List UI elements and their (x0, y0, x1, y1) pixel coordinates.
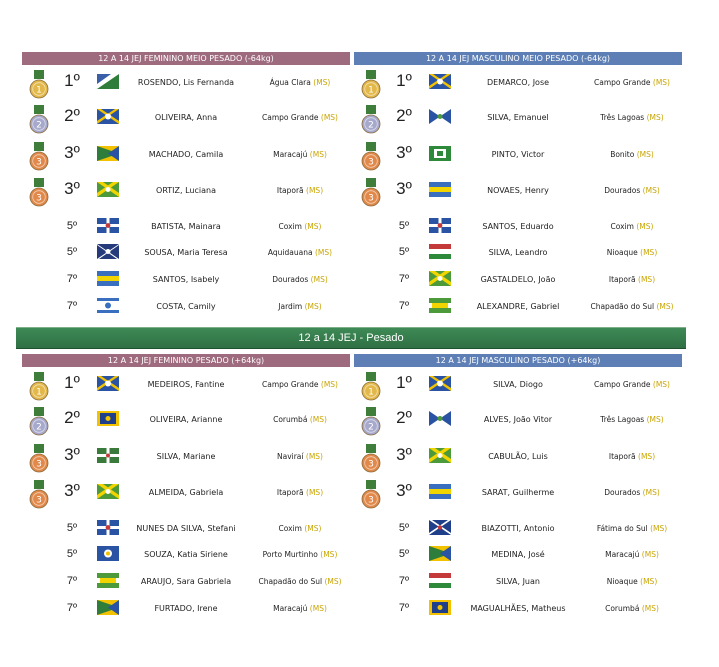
itapora-flag-icon (97, 484, 119, 499)
athlete-city (250, 452, 350, 461)
athlete-city (250, 302, 350, 311)
athlete-name: SOUSA, Maria Teresa (144, 248, 228, 257)
city-name: Três Lagoas (600, 415, 645, 424)
result-row (354, 478, 682, 508)
result-row (354, 238, 682, 268)
city-name: Maracajú (273, 150, 308, 159)
placement: 3º (396, 445, 412, 464)
city-name: Campo Grande (262, 380, 319, 389)
result-row (22, 370, 350, 400)
panel-masc-meio-pesado (354, 52, 682, 312)
state-code: (MS) (306, 186, 324, 195)
state-code: (MS) (640, 577, 658, 586)
svg-text:1: 1 (368, 85, 374, 96)
athlete-name: CABULÃO, Luis (488, 452, 548, 461)
result-row (354, 68, 682, 98)
city-name: Chapadão do Sul (258, 577, 323, 586)
athlete-city (250, 78, 350, 87)
gold-medal-icon (28, 372, 50, 402)
silver-medal-icon (28, 105, 50, 135)
svg-text:2: 2 (36, 120, 42, 131)
placement: 7º (66, 273, 78, 285)
result-row (354, 405, 682, 435)
athlete-city (250, 604, 350, 613)
athlete-city (250, 380, 350, 389)
result-row (22, 478, 350, 508)
athlete-name: ORTIZ, Luciana (156, 186, 216, 195)
athlete-name: MACHADO, Camila (148, 150, 224, 159)
bronze-medal-icon (28, 178, 50, 208)
placement: 5º (398, 246, 410, 258)
placement: 7º (398, 300, 410, 312)
athlete-city (250, 248, 350, 257)
coxim-flag-icon (97, 218, 119, 233)
city-name: Corumbá (605, 604, 640, 613)
state-code: (MS) (309, 415, 327, 424)
city-name: Porto Murtinho (262, 550, 318, 559)
bronze-medal-icon (28, 142, 50, 172)
city-name: Jardim (278, 302, 303, 311)
state-code: (MS) (656, 302, 674, 311)
bonito-flag-icon (429, 146, 451, 161)
athlete-city (250, 488, 350, 497)
city-name: Nioaque (606, 577, 638, 586)
gold-medal-icon (28, 70, 50, 100)
state-code: (MS) (309, 604, 327, 613)
athlete-name: ALVES, João Vitor (483, 415, 553, 424)
city-name: Campo Grande (594, 380, 651, 389)
athlete-city (582, 550, 682, 559)
svg-text:2: 2 (368, 422, 374, 433)
athlete-city (250, 524, 350, 533)
result-row (22, 238, 350, 268)
athlete-city (582, 78, 682, 87)
athlete-name: SILVA, Emanuel (487, 113, 549, 122)
city-name: Itaporã (608, 275, 636, 284)
state-code: (MS) (320, 380, 338, 389)
result-row (354, 140, 682, 170)
city-name: Fátima do Sul (596, 524, 648, 533)
dourados-flag-icon (429, 484, 451, 499)
city-name: Aquidauana (267, 248, 313, 257)
athlete-city (582, 604, 682, 613)
city-name: Itaporã (608, 452, 636, 461)
state-code: (MS) (636, 150, 654, 159)
athlete-name: COSTA, Camily (156, 302, 216, 311)
athlete-city (582, 488, 682, 497)
athlete-name: MAGUALHÃES, Matheus (470, 604, 566, 613)
agua-clara-flag-icon (97, 74, 119, 89)
state-code: (MS) (650, 524, 668, 533)
athlete-name: SILVA, Juan (496, 577, 540, 586)
result-row (354, 594, 682, 624)
svg-text:1: 1 (36, 85, 42, 96)
svg-text:2: 2 (368, 120, 374, 131)
panel-masc-pesado (354, 354, 682, 614)
itapora-flag-icon (429, 271, 451, 286)
result-row (354, 103, 682, 133)
placement: 7º (398, 602, 410, 614)
result-row (22, 68, 350, 98)
athlete-name: ROSENDO, Lis Fernanda (137, 78, 235, 87)
maracaju-flag-icon (97, 600, 119, 615)
tres-lagoas-flag-icon (429, 411, 451, 426)
state-code: (MS) (304, 524, 322, 533)
placement: 5º (66, 220, 78, 232)
svg-text:3: 3 (36, 495, 42, 506)
athlete-city (582, 186, 682, 195)
athlete-name: ALMEIDA, Gabriela (148, 488, 224, 497)
svg-text:1: 1 (36, 387, 42, 398)
svg-text:3: 3 (36, 157, 42, 168)
result-row (354, 442, 682, 472)
state-code: (MS) (324, 577, 342, 586)
placement: 2º (64, 106, 80, 125)
placement: 5º (398, 522, 410, 534)
result-row (22, 567, 350, 597)
campo-grande-flag-icon (429, 376, 451, 391)
placement: 5º (398, 548, 410, 560)
svg-text:3: 3 (368, 459, 374, 470)
athlete-name: MEDEIROS, Fantine (147, 380, 225, 389)
chapadao-flag-icon (429, 298, 451, 313)
maracaju-flag-icon (429, 546, 451, 561)
athlete-city (582, 524, 682, 533)
placement: 2º (396, 408, 412, 427)
city-name: Itaporã (276, 186, 304, 195)
city-name: Coxim (610, 222, 634, 231)
state-code: (MS) (304, 302, 322, 311)
athlete-name: FURTADO, Irene (154, 604, 218, 613)
silver-medal-icon (360, 407, 382, 437)
result-row (22, 540, 350, 570)
athlete-name: MEDINA, José (491, 550, 545, 559)
city-name: Dourados (604, 186, 641, 195)
athlete-city (250, 275, 350, 284)
athlete-name: OLIVEIRA, Anna (154, 113, 218, 122)
athlete-name: SARAT, Guilherme (481, 488, 555, 497)
athlete-name: BIAZOTTI, Antonio (481, 524, 555, 533)
campo-grande-flag-icon (429, 74, 451, 89)
panel-title: 12 A 14 JEJ FEMININO MEIO PESADO (-64kg) (22, 52, 350, 65)
svg-text:3: 3 (368, 495, 374, 506)
city-name: Dourados (272, 275, 309, 284)
city-name: Itaporã (276, 488, 304, 497)
placement: 7º (398, 575, 410, 587)
athlete-city (250, 113, 350, 122)
athlete-city (582, 380, 682, 389)
athlete-name: SANTOS, Isabely (152, 275, 220, 284)
gold-medal-icon (360, 372, 382, 402)
state-code: (MS) (310, 275, 328, 284)
porto-murtinho-flag-icon (97, 546, 119, 561)
svg-text:2: 2 (36, 422, 42, 433)
athlete-name: SANTOS, Eduardo (482, 222, 554, 231)
result-row (22, 176, 350, 206)
nioaque-flag-icon (429, 244, 451, 259)
svg-text:3: 3 (36, 459, 42, 470)
svg-text:3: 3 (368, 193, 374, 204)
athlete-name: PINTO, Victor (491, 150, 545, 159)
city-name: Chapadão do Sul (590, 302, 655, 311)
chapadao-flag-icon (97, 573, 119, 588)
placement: 5º (66, 522, 78, 534)
athlete-city (582, 113, 682, 122)
state-code: (MS) (642, 186, 660, 195)
athlete-name: SOUZA, Katia Siriene (144, 550, 228, 559)
result-row (22, 265, 350, 295)
athlete-name: ARAUJO, Sara Gabriela (140, 577, 232, 586)
city-name: Água Clara (269, 78, 311, 87)
tres-lagoas-flag-icon (429, 109, 451, 124)
aquidauana-flag-icon (97, 244, 119, 259)
dourados-flag-icon (97, 271, 119, 286)
svg-text:1: 1 (368, 387, 374, 398)
placement: 1º (64, 373, 80, 392)
corumba-flag-icon (429, 600, 451, 615)
athlete-city (582, 415, 682, 424)
state-code: (MS) (652, 78, 670, 87)
placement: 7º (398, 273, 410, 285)
placement: 7º (66, 602, 78, 614)
athlete-name: ALEXANDRE, Gabriel (476, 302, 560, 311)
placement: 5º (398, 220, 410, 232)
city-name: Coxim (278, 524, 302, 533)
city-name: Coxim (278, 222, 302, 231)
athlete-name: NUNES DA SILVA, Stefani (136, 524, 236, 533)
placement: 5º (66, 246, 78, 258)
state-code: (MS) (642, 488, 660, 497)
placement: 1º (396, 373, 412, 392)
athlete-city (250, 550, 350, 559)
bronze-medal-icon (360, 142, 382, 172)
athlete-name: SILVA, Diogo (493, 380, 543, 389)
state-code: (MS) (641, 550, 659, 559)
state-code: (MS) (306, 488, 324, 497)
panel-fem-pesado (22, 354, 350, 614)
bronze-medal-icon (360, 480, 382, 510)
result-row (354, 265, 682, 295)
city-name: Nioaque (606, 248, 638, 257)
city-name: Campo Grande (262, 113, 319, 122)
nioaque-flag-icon (429, 573, 451, 588)
coxim-flag-icon (97, 520, 119, 535)
panel-fem-meio-pesado (22, 52, 350, 312)
placement: 3º (396, 143, 412, 162)
state-code: (MS) (320, 550, 338, 559)
state-code: (MS) (638, 452, 656, 461)
placement: 7º (66, 575, 78, 587)
bronze-medal-icon (360, 178, 382, 208)
state-code: (MS) (305, 452, 323, 461)
result-row (354, 540, 682, 570)
gold-medal-icon (360, 70, 382, 100)
athlete-name: NOVAES, Henry (487, 186, 549, 195)
city-name: Três Lagoas (600, 113, 645, 122)
athlete-name: SILVA, Mariane (156, 452, 216, 461)
result-row (354, 370, 682, 400)
athlete-name: DEMARCO, Jose (486, 78, 550, 87)
maracaju-flag-icon (97, 146, 119, 161)
athlete-name: BATISTA, Mainara (151, 222, 221, 231)
state-code: (MS) (646, 415, 664, 424)
itapora-flag-icon (97, 182, 119, 197)
state-code: (MS) (636, 222, 654, 231)
panel-title: 12 A 14 JEJ MASCULINO PESADO (+64kg) (354, 354, 682, 367)
athlete-city (582, 275, 682, 284)
athlete-city (582, 577, 682, 586)
campo-grande-flag-icon (97, 109, 119, 124)
campo-grande-flag-icon (97, 376, 119, 391)
athlete-city (582, 248, 682, 257)
result-row (22, 292, 350, 322)
state-code: (MS) (314, 248, 333, 257)
athlete-name: OLIVEIRA, Arianne (149, 415, 223, 424)
athlete-name: SILVA, Leandro (488, 248, 548, 257)
result-row (22, 594, 350, 624)
city-name: Corumbá (273, 415, 308, 424)
jardim-flag-icon (97, 298, 119, 313)
placement: 7º (66, 300, 78, 312)
athlete-city (250, 577, 350, 586)
athlete-city (250, 150, 350, 159)
city-name: Dourados (604, 488, 641, 497)
result-row (22, 405, 350, 435)
bronze-medal-icon (28, 480, 50, 510)
state-code: (MS) (652, 380, 670, 389)
state-code: (MS) (304, 222, 322, 231)
city-name: Bonito (610, 150, 635, 159)
athlete-city (582, 222, 682, 231)
panel-title: 12 A 14 JEJ FEMININO PESADO (+64kg) (22, 354, 350, 367)
svg-text:3: 3 (368, 157, 374, 168)
state-code: (MS) (638, 275, 656, 284)
athlete-city (582, 302, 682, 311)
placement: 1º (396, 71, 412, 90)
placement: 3º (396, 179, 412, 198)
itapora-flag-icon (429, 448, 451, 463)
silver-medal-icon (360, 105, 382, 135)
state-code: (MS) (313, 78, 331, 87)
result-row (354, 176, 682, 206)
coxim-flag-icon (429, 218, 451, 233)
dourados-flag-icon (429, 182, 451, 197)
city-name: Maracajú (273, 604, 308, 613)
result-row (354, 567, 682, 597)
bronze-medal-icon (28, 444, 50, 474)
panel-title: 12 A 14 JEJ MASCULINO MEIO PESADO (-64kg) (354, 52, 682, 65)
result-row (354, 292, 682, 322)
fatima-flag-icon (429, 520, 451, 535)
placement: 3º (64, 143, 80, 162)
result-row (22, 140, 350, 170)
city-name: Maracajú (605, 550, 640, 559)
svg-text:3: 3 (36, 193, 42, 204)
state-code: (MS) (320, 113, 338, 122)
state-code: (MS) (309, 150, 327, 159)
silver-medal-icon (28, 407, 50, 437)
placement: 1º (64, 71, 80, 90)
placement: 2º (396, 106, 412, 125)
state-code: (MS) (646, 113, 664, 122)
state-code: (MS) (640, 248, 658, 257)
placement: 3º (64, 445, 80, 464)
placement: 3º (64, 179, 80, 198)
athlete-city (250, 415, 350, 424)
athlete-city (582, 150, 682, 159)
section-title: 12 a 14 JEJ - Pesado (16, 327, 686, 349)
placement: 5º (66, 548, 78, 560)
state-code: (MS) (641, 604, 659, 613)
athlete-name: GASTALDELO, João (480, 275, 556, 284)
placement: 3º (64, 481, 80, 500)
city-name: Campo Grande (594, 78, 651, 87)
athlete-city (582, 452, 682, 461)
athlete-city (250, 222, 350, 231)
corumba-flag-icon (97, 411, 119, 426)
placement: 2º (64, 408, 80, 427)
result-row (22, 103, 350, 133)
city-name: Naviraí (277, 452, 304, 461)
result-row (22, 442, 350, 472)
placement: 3º (396, 481, 412, 500)
navirai-flag-icon (97, 448, 119, 463)
bronze-medal-icon (360, 444, 382, 474)
athlete-city (250, 186, 350, 195)
